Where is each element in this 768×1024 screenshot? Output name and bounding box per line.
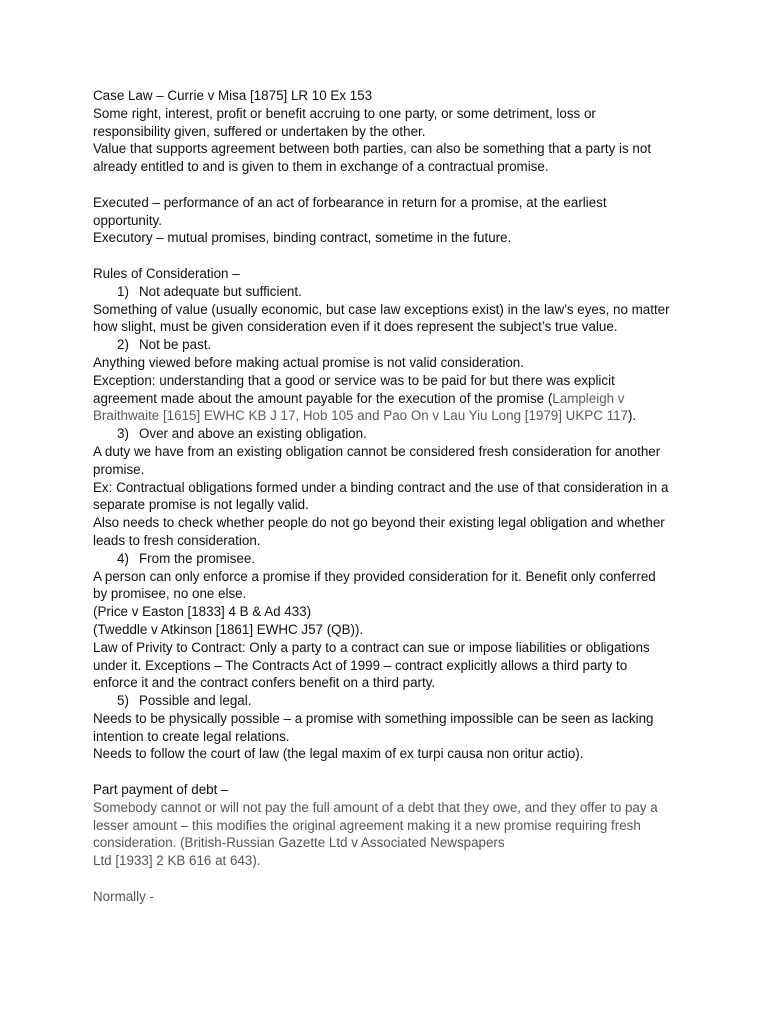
case-law-heading: Case Law – Currie v Misa [1875] LR 10 Ex 153 [93, 88, 373, 103]
rules-heading: Rules of Consideration – [93, 265, 240, 281]
rule-2-text-2 [93, 372, 673, 425]
part-payment-citation-end: Ltd [1933] 2 KB 616 at 643). [93, 853, 261, 869]
rule-4-text-3: (Tweddle v Atkinson [1861] EWHC J57 (QB)). [93, 621, 364, 637]
document-page [93, 87, 673, 906]
rule-4-text-4: Law of Privity to Contract: Only a party to a contract can sue or impose liabilities or obligations under it. Exceptions – The Contracts Act of 1999 – contract explicitly allows a third party to enforce it and the contract confers benefit on a third party. [93, 639, 650, 691]
rule-4-text-2: (Price v Easton [1833] 4 B & Ad 433) [93, 604, 312, 620]
rule-5-text-1: Needs to be physically possible – a promise with something impossible can be seen as lacking intention to create legal relations. [93, 710, 654, 744]
rule-3-text-2: Ex: Contractual obligations formed under a binding contract and the use of that consideration in a separate promise is not legally valid. [93, 479, 669, 513]
executed-definition: Executed – performance of an act of forbearance in return for a promise, at the earliest opportunity. [93, 194, 607, 228]
rule-title: From the promisee. [139, 550, 256, 566]
blank-line [93, 247, 673, 265]
blank-line [93, 176, 673, 194]
normally-text: Normally - [93, 888, 155, 904]
rule-title: Over and above an existing obligation. [139, 426, 367, 442]
rule-2-item [93, 336, 673, 354]
part-payment-text: Somebody cannot or will not pay the full amount of a debt that they owe, and they offer to pay a lesser amount – this modifies the original agreement making it a new promise requiring fresh consideration. (British-Russian Gazette Ltd v Associated Newspapers [93, 799, 658, 851]
part-payment-heading: Part payment of debt – [93, 782, 229, 798]
blank-line [93, 870, 673, 888]
blank-line [93, 763, 673, 781]
rule-title: Possible and legal. [139, 693, 252, 709]
rule-number: 5) [117, 693, 129, 709]
consideration-definition: Some right, interest, profit or benefit accruing to one party, or some detriment, loss or responsibility given, suffered or undertaken by the other. [93, 105, 596, 139]
rule-number: 4) [117, 550, 129, 566]
rule-2-exception: Exception: understanding that a good or service was to be paid for but there was explicit agreement made about the amount payable for the execution of the promise ( [93, 372, 615, 406]
rule-3-text-3: Also needs to check whether people do not go beyond their existing legal obligation and whether leads to fresh consideration. [93, 515, 665, 548]
rule-3-item [93, 425, 673, 443]
consideration-value-paragraph: Value that supports agreement between both parties, can also be something that a party is not already entitled to and is given to them in exchange of a contractual promise. [93, 141, 652, 175]
rule-number: 1) [117, 283, 129, 299]
rule-number: 3) [117, 426, 129, 442]
rule-1-text: Something of value (usually economic, but case law exceptions exist) in the law’s eyes, no matter how slight, must be given consideration even if it does represent the subject’s true value. [93, 301, 670, 335]
rule-1-item [93, 283, 673, 301]
rule-title: Not adequate but sufficient. [139, 283, 302, 299]
rule-2-text-1: Anything viewed before making actual promise is not valid consideration. [93, 354, 524, 370]
rule-4-item [93, 550, 673, 568]
rule-4-text-1: A person can only enforce a promise if they provided consideration for it. Benefit only conferred by promisee, no one else. [93, 568, 656, 602]
rule-5-item [93, 692, 673, 710]
executory-definition: Executory – mutual promises, binding contract, sometime in the future. [93, 230, 512, 246]
rule-3-text-1: A duty we have from an existing obligation cannot be considered fresh consideration for another promise. [93, 443, 661, 477]
rule-title: Not be past. [139, 337, 212, 353]
rule-number: 2) [117, 337, 129, 353]
rule-5-text-2: Needs to follow the court of law (the legal maxim of ex turpi causa non oritur actio). [93, 746, 584, 762]
rule-2-citation: Lampleigh v Braithwaite [1615] EWHC KB J 17, Hob 105 and Pao On v Lau Yiu Long [1979] UKPC 117 [93, 390, 628, 424]
rule-2-close: ). [627, 408, 637, 424]
